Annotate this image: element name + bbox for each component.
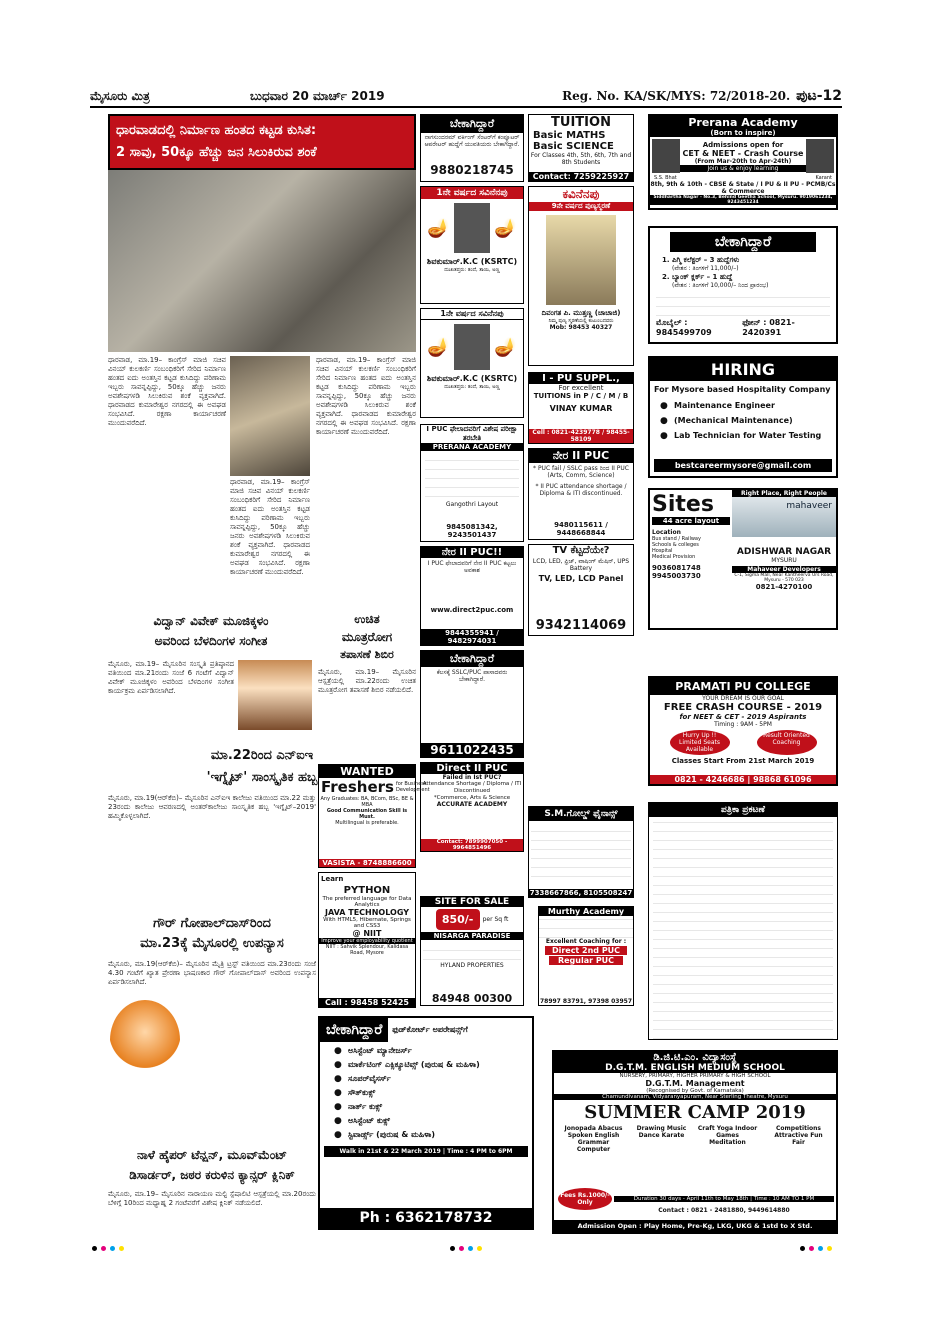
ad-direct-puc-2: [420, 546, 524, 646]
ad-phone: 9844355941 / 9482974031: [421, 629, 523, 645]
ad-title: Murthy Academy: [539, 907, 633, 916]
school-management: D.G.T.M. Management: [645, 1079, 745, 1088]
lead-story: [108, 114, 416, 352]
rescue-photo: [230, 356, 310, 476]
ad-line: *Commerce, Arts & Science: [433, 795, 511, 801]
ad-address: Siddhartha Nagar - No.3, Behind Geetha School, Mysuru. 9019061234, 9243451234: [650, 195, 836, 205]
ad-tagline: YOUR DREAM IS OUR GOAL: [702, 695, 784, 702]
ad-address: Chamundivanam, Vidyaranyapuram, Near Sterling Theatre, Mysuru: [554, 1094, 836, 1100]
ad-title: I PUC ಫೇಲಾದವರಿಗೆ ವಿಶೇಷ ಪರೀಕ್ಷಾ ತರಬೇತಿ: [426, 425, 518, 442]
ad-title: Direct II PUC: [421, 763, 523, 774]
ad-body: ದುಃಖತಪ್ತರು: ತಂದೆ, ತಾಯಿ, ಅಣ್ಣ: [444, 384, 500, 390]
ad-body: ನಿಮ್ಮ ಪುಣ್ಯ ಸ್ಮರಣೆಯಲ್ಲಿ ಕುಟುಂಬದವರು: [548, 318, 614, 324]
article-3-body: ಮೈಸೂರು, ಮಾ.19(ಆರ್‌ಕೆಬಿ)– ಮೈಸೂರಿನ ಎನ್‌ಐಇ ಕಾಲೇಜು ವತಿಯಿಂದ ಮಾ.22 ಮತ್ತು 23ರಂದು ಕಾಲೇಜು ಆವರಣದಲ್ಲಿ ಅಂತರ್‌ಕಾಲೇಜು ಸಾಂಸ್ಕೃತಿಕ ಹಬ್ಬ 'ಇಗ್ನೈಟ್–2019' ಹಮ್ಮಿಕೊಳ್ಳಲಾಗಿದೆ.: [108, 794, 316, 820]
article-4-body: ಮೈಸೂರು, ಮಾ.19(ಆರ್‌ಕೆಬಿ)– ಮೈಸೂರಿನ ಮೈತ್ರಿ ಟ್ರಸ್ಟ್ ವತಿಯಿಂದ ಮಾ.23ರಂದು ಸಂಜೆ 4.30 ಗಂಟೆಗೆ ಖ್ಯಾತ ಪ್ರೇರಣಾ ಭಾಷಣಕಾರ ಗೌರ್ ಗೋಪಾಲ್‌ದಾಸ್ ಅವರಿಂದ ಉಪನ್ಯಾಸ ಏರ್ಪಡಿಸಲಾಗಿದೆ.: [108, 960, 316, 986]
ad-title: S.M.ಗೋಲ್ಡ್ ಫೈನಾನ್ಸ್: [529, 807, 633, 821]
ad-tagline: (Born to inspire): [650, 129, 836, 137]
article-5-headline-2: ಡಿಸಾರ್ಡರ್, ಜಠರ ಕರುಳಿನ ಕ್ಯಾನ್ಸರ್ ಕ್ಲಿನಿಕ್: [129, 1168, 295, 1182]
ad-wanted-1: [420, 114, 524, 182]
ad-title: Sites: [652, 492, 714, 517]
ad-headline: PYTHON: [343, 885, 391, 896]
ad-line: Learn: [321, 875, 344, 883]
ad-line: Failed in Ist PUC?: [442, 774, 502, 781]
ad-line: CET & NEET - Crash Course: [682, 148, 804, 158]
ad-fees: Fees Rs.1000/- Only: [558, 1188, 612, 1210]
article-1-body: ಮೈಸೂರು, ಮಾ.19– ಮೈಸೂರಿನ ಸಂಸ್ಕೃತಿ ಪ್ರತಿಷ್ಠಾನದ ವತಿಯಿಂದ ಮಾ.21ರಂದು ಸಂಜೆ 6 ಗಂಟೆಗೆ ವಿದ್ವಾನ್ ವಿವೇಕ್ ಮೂಜಿಕ್ಕಳಂ ಅವರಿಂದ ಬೆಳದಿಂಗಳ ಸಂಗೀತ ಕಾರ್ಯಕ್ರಮ ಏರ್ಪಡಿಸಲಾಗಿದೆ.: [108, 660, 234, 695]
teacher-photo: [806, 139, 834, 173]
ad-title: HIRING: [650, 358, 836, 381]
ad-phone: 84948 00300: [431, 992, 513, 1005]
ad-phone: Call : 98458 52425: [319, 998, 415, 1007]
article-5-headline-1: ನಾಳೆ ಹೈಪರ್ ಟೆನ್ಷನ್, ಮೂವ್‌ಮೆಂಟ್: [136, 1148, 288, 1162]
ad-line: Basic SCIENCE: [533, 141, 614, 152]
lamp-icon: 🪔: [494, 217, 517, 239]
role-item: ● (Mechanical Maintenance): [660, 413, 836, 428]
teacher-name: S.S. Bhat: [654, 175, 677, 181]
ad-name: ACCURATE ACADEMY: [436, 801, 508, 808]
ad-remembrance-1: [420, 186, 524, 304]
ad-title: ಬೇಕಾಗಿದ್ದಾರೆ: [421, 115, 523, 133]
ad-phone: Mob: 98453 40327: [549, 324, 613, 331]
ad-body: LCD, LED, ಫ್ರಿಜ್, ವಾಷಿಂಗ್ ಮೆಷಿನ್, UPS Battery: [532, 558, 630, 572]
ad-email: bestcareermysore@gmail.com: [654, 459, 832, 472]
ad-body: ನಾಗಸುಂದರಮ್ ವರ್ಕಿಂಗ್ ಸೆಂಟರ್‌ಗೆ ಕಂಪ್ಯೂಟರ್ ಆಪರೇಟರ್ ಹುದ್ದೆಗೆ ಯುವತಿಯರು ಬೇಕಾಗಿದ್ದಾರೆ.: [424, 134, 520, 148]
ad-line: Basic MATHS: [533, 130, 606, 141]
ad-wanted-foodcourt: [318, 1016, 534, 1230]
ad-prerana-academy: [648, 114, 838, 210]
ad-line: The preferred language for Data Analytics: [322, 896, 412, 908]
color-registration-marks: [450, 1246, 482, 1251]
school-name: D.G.T.M. ENGLISH MEDIUM SCHOOL: [554, 1063, 836, 1073]
ad-title: SITE FOR SALE: [421, 897, 523, 907]
brand-logo: mahaveer: [732, 497, 836, 537]
article-5-body: ಮೈಸೂರು, ಮಾ.19– ಮೈಸೂರಿನ ನಾರಾಯಣ ಮಲ್ಟಿ ಸ್ಪೆಷಾಲಿಟಿ ಆಸ್ಪತ್ರೆಯಲ್ಲಿ ಮಾ.20ರಂದು ಬೆಳಿಗ್ಗೆ 10ರಿಂದ ಮಧ್ಯಾಹ್ನ 2 ಗಂಟೆವರೆಗೆ ವಿಶೇಷ ಕ್ಲಿನಿಕ್ ನಡೆಯಲಿದೆ.: [108, 1190, 316, 1207]
camp-activities: Drawing Music Dance Karate: [636, 1125, 687, 1139]
article-1-headline-1: ವಿದ್ವಾನ್ ವಿವೇಕ್ ಮೂಜಿಕ್ಕಳಂ: [153, 614, 269, 628]
ad-hiring: [648, 356, 838, 478]
ad-line: Multilingual is preferable.: [335, 820, 399, 826]
ad-headline: FREE CRASH COURSE - 2019: [663, 702, 823, 713]
ad-sites-mahaveer: [648, 488, 838, 630]
ad-kavinenapu: [528, 186, 634, 366]
ad-title: PRAMATI PU COLLEGE: [650, 678, 836, 695]
ad-ipu-tuition: [528, 372, 634, 444]
ad-phone: 9611022435: [421, 743, 523, 757]
ad-line: Improve your employability quotient: [319, 938, 415, 944]
ad-freshers: [318, 764, 430, 868]
article-2-headline-1: ಉಚಿತ: [354, 612, 380, 626]
walk-in-time: Walk in 21st & 22 March 2019 | Time : 4 PM to 6PM: [324, 1146, 528, 1157]
job-item: ● ಸೂಪರ್‌ವೈಸರ್ಸ್: [334, 1072, 532, 1086]
ad-line: (From Mar-20th to Apr-24th): [694, 157, 792, 165]
ad-sm-gold: [528, 806, 634, 898]
ad-phone: 9845081342, 9243501437: [446, 523, 498, 539]
ad-body: I PUC ಫೇಲಾದವರಿಗೆ ನೇರ II PUC ಕಟ್ಟಲು ಅವಕಾಶ: [427, 560, 517, 574]
teacher-name: Karant: [815, 175, 832, 181]
portrait-photo: [454, 203, 490, 253]
ad-title: I - PU SUPPL.,: [529, 373, 633, 384]
ad-address: Gangothri Layout: [445, 501, 499, 508]
ad-direct-puc-accurate: [420, 762, 524, 852]
ad-label: Location: [652, 529, 681, 536]
ad-name: ದಿವಂಗತ ಪಿ. ಮುತ್ತಣ್ಣ (ಚಾಚಾಜಿ): [541, 309, 621, 317]
ad-phone: Contact : 0821 - 2481880, 9449614880: [658, 1207, 790, 1214]
ad-course: Regular PUC: [549, 956, 623, 965]
ad-title: ಕವಿನೆನಪು: [562, 187, 600, 201]
ad-dgtm-school: [552, 1050, 838, 1234]
ad-title: ಬೇಕಾಗಿದ್ದಾರೆ: [670, 232, 816, 252]
ad-phone: 78997 83791, 97398 03957: [539, 998, 633, 1005]
ad-title: TV ಕೆಟ್ಟದೆಯೇ?: [552, 545, 610, 556]
ad-item: Bus stand / Railway: [652, 536, 701, 542]
ad-address: NIIT : Sahvik Splendour, Kalidasa Road, Mysore: [325, 944, 409, 956]
ad-phone: 9945003730: [652, 572, 701, 580]
job-item: ● ನಾರ್ತ್ ಕುಕ್ಸ್: [334, 1100, 532, 1114]
collapse-photo: [108, 170, 416, 352]
page-header: [90, 86, 842, 108]
article-2-body: ಮೈಸೂರು, ಮಾ.19– ಮೈಸೂರಿನ ಆಸ್ಪತ್ರೆಯಲ್ಲಿ ಮಾ.22ರಂದು ಉಚಿತ ಮೂತ್ರರೋಗ ತಪಾಸಣೆ ಶಿಬಿರ ನಡೆಯಲಿದೆ.: [318, 668, 416, 694]
lamp-icon: 🪔: [427, 336, 450, 358]
ad-line: For excellent: [558, 384, 604, 392]
article-4-headline-2: ಮಾ.23ಕ್ಕೆ ಮೈಸೂರಲ್ಲಿ ಉಪನ್ಯಾಸ: [140, 936, 284, 951]
ad-press-notice: [648, 802, 838, 1040]
lead-body-col3: ಧಾರವಾಡ, ಮಾ.19– ಕಾಂಗ್ರೆಸ್ ಮಾಜಿ ಸಚಿವ ವಿನಯ್ ಕುಲಕರ್ಣಿ ಸಂಬಂಧಿಕರಿಗೆ ಸೇರಿದ ನಿರ್ಮಾಣ ಹಂತದ ಐದು ಅಂತಸ್ತಿನ ಕಟ್ಟಡ ಕುಸಿದಿದ್ದು ಪರಿಣಾಮ ಇಬ್ಬರು ಸಾವನ್ನಪ್ಪಿದ್ದು, 50ಕ್ಕೂ ಹೆಚ್ಚು ಜನರು ಅವಶೇಷಗಳಡಿ ಸಿಲುಕಿರುವ ಶಂಕೆ ವ್ಯಕ್ತವಾಗಿದೆ. ಧಾರವಾಡದ ಕುಮಾರೇಶ್ವರ ನಗರದಲ್ಲಿ ಈ ಅವಘಡ ಸಂಭವಿಸಿದೆ. ರಕ್ಷಣಾ ಕಾರ್ಯಾಚರಣೆ ಮುಂದುವರೆದಿದೆ.: [316, 356, 416, 436]
ad-item: Schools & colleges: [652, 542, 699, 548]
ad-price: 850/-: [436, 909, 480, 930]
job-item: ● ಸ್ಟಿವಾರ್ಡ್ಸ್ (ಪುರುಷ & ಮಹಿಳಾ): [334, 1128, 532, 1142]
ad-title: WANTED: [319, 765, 415, 778]
job-item: 2. ಬ್ಯಾಂಕ್ ಕ್ಲರ್ಕ್ – 1 ಹುದ್ದೆ: [662, 273, 733, 281]
ad-name: ಶಿವಕುಮಾರ್.K.C (KSRTC): [426, 257, 518, 266]
ad-line: Timing : 9AM - 5PM: [714, 721, 772, 728]
ad-wanted-2: [648, 226, 838, 344]
speaker-photo: [110, 1000, 180, 1080]
ad-title: ಬೇಕಾಗಿದ್ದಾರೆ: [320, 1018, 388, 1042]
ad-line: 8th, 9th & 10th - CBSE & State / I PU & II PU - PCMB/Cs & Commerce: [650, 181, 836, 195]
camp-duration: Duration 30 days - April 11th to May 18th | Time : 10 AM TO 1 PM: [614, 1196, 834, 1202]
ad-badge: Result Oriented Coaching: [757, 730, 817, 755]
article-2-headline-2: ಮೂತ್ರರೋಗ: [341, 630, 393, 644]
school-recognition: (Recognised by Govt. of Karnataka): [646, 1088, 744, 1094]
ad-title: ನೇರ II PUC!!: [421, 547, 523, 558]
ad-line: Good Communication Skill is Must.: [326, 808, 408, 820]
camp-activities: Craft Yoga Indoor Games Meditation: [697, 1125, 758, 1146]
ad-line: Any Graduates: BA, BCom, BSc, BE & MBA: [320, 796, 414, 808]
ad-line: Join us & enjoy learning: [680, 165, 806, 172]
ad-address: C-1, Sigma Mall, Near Kantheerva Urs Road, Mysuru - 570 023: [734, 573, 834, 583]
project-city: MYSURU: [771, 557, 797, 564]
ad-phone: Ph : 6362178732: [320, 1208, 532, 1228]
job-item: ● ಸೌತ್‌ಕುಕ್ಸ್: [334, 1086, 532, 1100]
portrait-photo: [454, 324, 490, 370]
ad-website: www.direct2puc.com: [430, 606, 514, 614]
ad-phone: ಫೋನ್ : 0821-2420391: [742, 318, 795, 337]
role-item: ● Lab Technician for Water Testing: [660, 428, 836, 443]
ad-phone: Contact: 7259225927: [529, 172, 633, 181]
ad-prerana-puc: [420, 424, 524, 542]
ad-body: ದುಃಖತಪ್ತರು: ತಂದೆ, ತಾಯಿ, ಅಣ್ಣ: [444, 267, 500, 273]
ad-subtitle: ಫುಡ್‌ಕೋರ್ಟ್ ಅಪರೇಷನ್ಸ್‌ಗೆ: [392, 1025, 468, 1034]
ad-niit: [318, 872, 416, 1008]
ad-phone: VASISTA - 8748886600: [319, 859, 415, 867]
developer-name: Mahaveer Developers: [732, 566, 836, 573]
ad-tagline: for Business Development: [395, 781, 430, 793]
ad-line: TUITIONS in P / C / M / B: [533, 392, 629, 400]
ad-subtitle: 9ನೇ ವರ್ಷದ ಪುಣ್ಯಸ್ಮರಣೆ: [529, 202, 633, 211]
issue-date: ಬುಧವಾರ 20 ಮಾರ್ಚ್ 2019: [250, 88, 385, 103]
ad-remembrance-2: [420, 308, 524, 418]
ad-tuition: [528, 114, 634, 182]
ad-line: Attendance Shortage / Diploma / ITI Discontinued: [422, 781, 522, 794]
ad-line: Admissions open for: [702, 140, 784, 149]
article-3-headline-2: 'ಇಗ್ನೈಟ್' ಸಾಂಸ್ಕೃತಿಕ ಹಬ್ಬ: [206, 770, 318, 785]
ad-title: 1ನೇ ವರ್ಷದ ಸವಿನೆನಪು: [421, 309, 523, 320]
job-salary: (ವೇತನ : ತಿಂಗಳಿಗೆ 10,000/– ನಿಂದ ಪ್ರಾರಂಭ): [672, 282, 769, 289]
ad-murthy-academy: [538, 906, 634, 1006]
ad-tv-repair: [528, 544, 634, 636]
lead-body-col1: ಧಾರವಾಡ, ಮಾ.19– ಕಾಂಗ್ರೆಸ್ ಮಾಜಿ ಸಚಿವ ವಿನಯ್ ಕುಲಕರ್ಣಿ ಸಂಬಂಧಿಕರಿಗೆ ಸೇರಿದ ನಿರ್ಮಾಣ ಹಂತದ ಐದು ಅಂತಸ್ತಿನ ಕಟ್ಟಡ ಕುಸಿದಿದ್ದು ಪರಿಣಾಮ ಇಬ್ಬರು ಸಾವನ್ನಪ್ಪಿದ್ದು, 50ಕ್ಕೂ ಹೆಚ್ಚು ಜನರು ಅವಶೇಷಗಳಡಿ ಸಿಲುಕಿರುವ ಶಂಕೆ ವ್ಯಕ್ತವಾಗಿದೆ. ಧಾರವಾಡದ ಕುಮಾರೇಶ್ವರ ನಗರದಲ್ಲಿ ಈ ಅವಘಡ ಸಂಭವಿಸಿದೆ. ರಕ್ಷಣಾ ಕಾರ್ಯಾಚರಣೆ ಮುಂದುವರೆದಿದೆ.: [108, 356, 226, 427]
color-registration-marks: [800, 1246, 832, 1251]
ad-phone: 7338667866, 8105508247: [529, 889, 633, 897]
camp-activities: Jonopada Abacus Spoken English Grammar Computer: [564, 1125, 623, 1153]
ad-title: Prerana Academy: [650, 116, 836, 129]
ad-phone: 9036081748: [652, 564, 701, 572]
ad-company: HYLAND PROPERTIES: [440, 962, 504, 969]
teacher-photo: [652, 139, 680, 173]
lamp-icon: 🪔: [494, 336, 517, 358]
ad-phone: 9480115611 / 9448668844: [554, 521, 608, 537]
newspaper-name: ಮೈಸೂರು ಮಿತ್ರ: [90, 88, 150, 103]
ad-phone: Contact: 7899907050 - 9964851496: [421, 839, 523, 851]
portrait-photo: [546, 215, 616, 305]
role-item: ● Maintenance Engineer: [660, 398, 836, 413]
project-name: ADISHWAR NAGAR: [736, 547, 832, 557]
ad-subtitle: 44 acre layout: [652, 517, 730, 525]
ad-line: for NEET & CET - 2019 Aspirants: [679, 713, 807, 721]
ad-course: Direct 2nd PUC: [545, 946, 627, 955]
registration-number: Reg. No. KA/SK/MYS: 72/2018-20.: [562, 89, 791, 103]
ad-name: VINAY KUMAR: [549, 404, 613, 413]
summer-camp-title: SUMMER CAMP 2019: [584, 1102, 806, 1123]
ad-nisarga-paradise: [420, 896, 524, 1006]
ad-body: TV, LED, LCD Panel: [538, 574, 624, 583]
ad-name: ಶಿವಕುಮಾರ್.K.C (KSRTC): [426, 374, 518, 383]
ad-title: ಡಿ.ಜಿ.ಟಿ.ಎಂ. ವಿದ್ಯಾಸಂಸ್ಥೆ: [554, 1052, 836, 1063]
job-salary: (ವೇತನ : ತಿಂಗಳಿಗೆ 11,000/–): [672, 265, 739, 272]
ad-name: PRERANA ACADEMY: [421, 443, 523, 451]
admission-banner: Admission Open : Play Home, Pre-Kg, LKG, UKG & 1std to X Std.: [554, 1220, 836, 1232]
ad-body: * PUC fail / SSLC pass ರಿಂದ II PUC (Arts, Comm, Science): [533, 465, 629, 479]
ad-item: Hospital: [652, 548, 673, 554]
color-registration-marks: [92, 1246, 124, 1251]
job-item: 1. ಪಿಗ್ಮಿ ಕಲೆಕ್ಟರ್ – 3 ಹುದ್ದೆಗಳು: [662, 256, 740, 264]
ad-phone: 0821-4270100: [755, 583, 813, 591]
ad-phone: 9342114069: [535, 618, 627, 633]
ad-body: * II PUC attendance shortage / Diploma & ITI discontinued.: [535, 483, 627, 497]
ad-phone: ಮೊಬೈಲ್ : 9845499709: [656, 318, 712, 337]
page-number: ಪುಟ-12: [796, 88, 842, 104]
ad-direct-puc: [528, 448, 634, 540]
ad-title: TUITION: [551, 115, 611, 130]
ad-line: Classes Start From 21st March 2019: [671, 757, 815, 765]
ad-company: For Mysore based Hospitality Company: [654, 385, 831, 394]
ad-pramati-college: [648, 676, 838, 786]
ad-title: ಬೇಕಾಗಿದ್ದಾರೆ: [421, 651, 523, 667]
ad-badge: Hurry Up !! Limited Seats Available: [670, 730, 730, 755]
camp-activities: Competitions Attractive Fun Fair: [774, 1125, 823, 1146]
lamp-icon: 🪔: [427, 217, 450, 239]
ad-body: ಕೆಲಸಕ್ಕೆ SSLC/PUC ಪಾಸಾದವರು ಬೇಕಾಗಿದ್ದಾರೆ.: [436, 669, 508, 683]
ad-phone: Cell : 0821-4239778 / 98455-58109: [529, 429, 633, 443]
ad-line: Excellent Coaching for :: [545, 938, 627, 945]
ad-title: ಪತ್ರಿಕಾ ಪ್ರಕಟಣೆ: [649, 803, 837, 817]
article-4-headline-1: ಗೌರ್ ಗೋಪಾಲ್‌ದಾಸ್‌ರಿಂದ: [153, 916, 271, 931]
article-1-headline-2: ಅವರಿಂದ ಬೆಳದಿಂಗಳ ಸಂಗೀತ: [154, 634, 268, 648]
singer-photo: [238, 660, 312, 730]
ad-title: 1ನೇ ವರ್ಷದ ಸವಿನೆನಪು: [421, 187, 523, 199]
ad-phone: 0821 - 4246686 | 98868 61096: [650, 775, 836, 784]
article-3-headline-1: ಮಾ.22ರಿಂದ ಎನ್‌ಐಇ: [210, 748, 314, 763]
ad-line: For Classes 4th, 5th, 6th, 7th and 8th Students: [530, 152, 632, 166]
article-2-headline-3: ತಪಾಸಣೆ ಶಿಬಿರ: [340, 648, 394, 661]
job-item: ● ಅಸಿಸ್ಟೆಂಟ್ ಮ್ಯಾನೇಜರ್ಸ್: [334, 1044, 532, 1058]
job-item: ● ಅಸಿಸ್ಟೆಂಟ್ ಕುಕ್ಸ್: [334, 1114, 532, 1128]
ad-title: ನೇರ II PUC: [529, 449, 633, 463]
ad-line: @ NIIT: [352, 929, 382, 938]
ad-wanted-3: [420, 650, 524, 758]
lead-headline-2: 2 ಸಾವು, 50ಕ್ಕೂ ಹೆಚ್ಚು ಜನ ಸಿಲುಕಿರುವ ಶಂಕೆ: [116, 145, 317, 160]
ad-headline: Freshers: [321, 778, 394, 796]
ad-tagline: Right Place, Right People: [732, 490, 836, 497]
ad-headline: JAVA TECHNOLOGY: [324, 908, 410, 917]
project-name: NISARGA PARADISE: [421, 932, 523, 940]
ad-unit: per Sq ft: [482, 916, 509, 923]
school-level: NURSERY, PRIMARY, HIGHER PRIMARY & HIGH SCHOOL: [619, 1073, 771, 1079]
lead-headline-1: ಧಾರವಾಡದಲ್ಲಿ ನಿರ್ಮಾಣ ಹಂತದ ಕಟ್ಟಡ ಕುಸಿತ:: [116, 123, 317, 138]
job-item: ● ಮಾರ್ಕೆಟಿಂಗ್ ಎಕ್ಸಿಕ್ಯೂಟಿವ್ಸ್ (ಪುರುಷ & ಮಹಿಳಾ): [334, 1058, 532, 1072]
ad-item: Medical Provision: [652, 554, 696, 560]
lead-body-col2: ಧಾರವಾಡ, ಮಾ.19– ಕಾಂಗ್ರೆಸ್ ಮಾಜಿ ಸಚಿವ ವಿನಯ್ ಕುಲಕರ್ಣಿ ಸಂಬಂಧಿಕರಿಗೆ ಸೇರಿದ ನಿರ್ಮಾಣ ಹಂತದ ಐದು ಅಂತಸ್ತಿನ ಕಟ್ಟಡ ಕುಸಿದಿದ್ದು ಪರಿಣಾಮ ಇಬ್ಬರು ಸಾವನ್ನಪ್ಪಿದ್ದು, 50ಕ್ಕೂ ಹೆಚ್ಚು ಜನರು ಅವಶೇಷಗಳಡಿ ಸಿಲುಕಿರುವ ಶಂಕೆ ವ್ಯಕ್ತವಾಗಿದೆ. ಧಾರವಾಡದ ಕುಮಾರೇಶ್ವರ ನಗರದಲ್ಲಿ ಈ ಅವಘಡ ಸಂಭವಿಸಿದೆ. ರಕ್ಷಣಾ ಕಾರ್ಯಾಚರಣೆ ಮುಂದುವರೆದಿದೆ.: [230, 478, 310, 576]
ad-phone: 9880218745: [430, 163, 514, 177]
ad-line: With HTML5, Hibernate, Springs and CSS3: [323, 917, 411, 929]
